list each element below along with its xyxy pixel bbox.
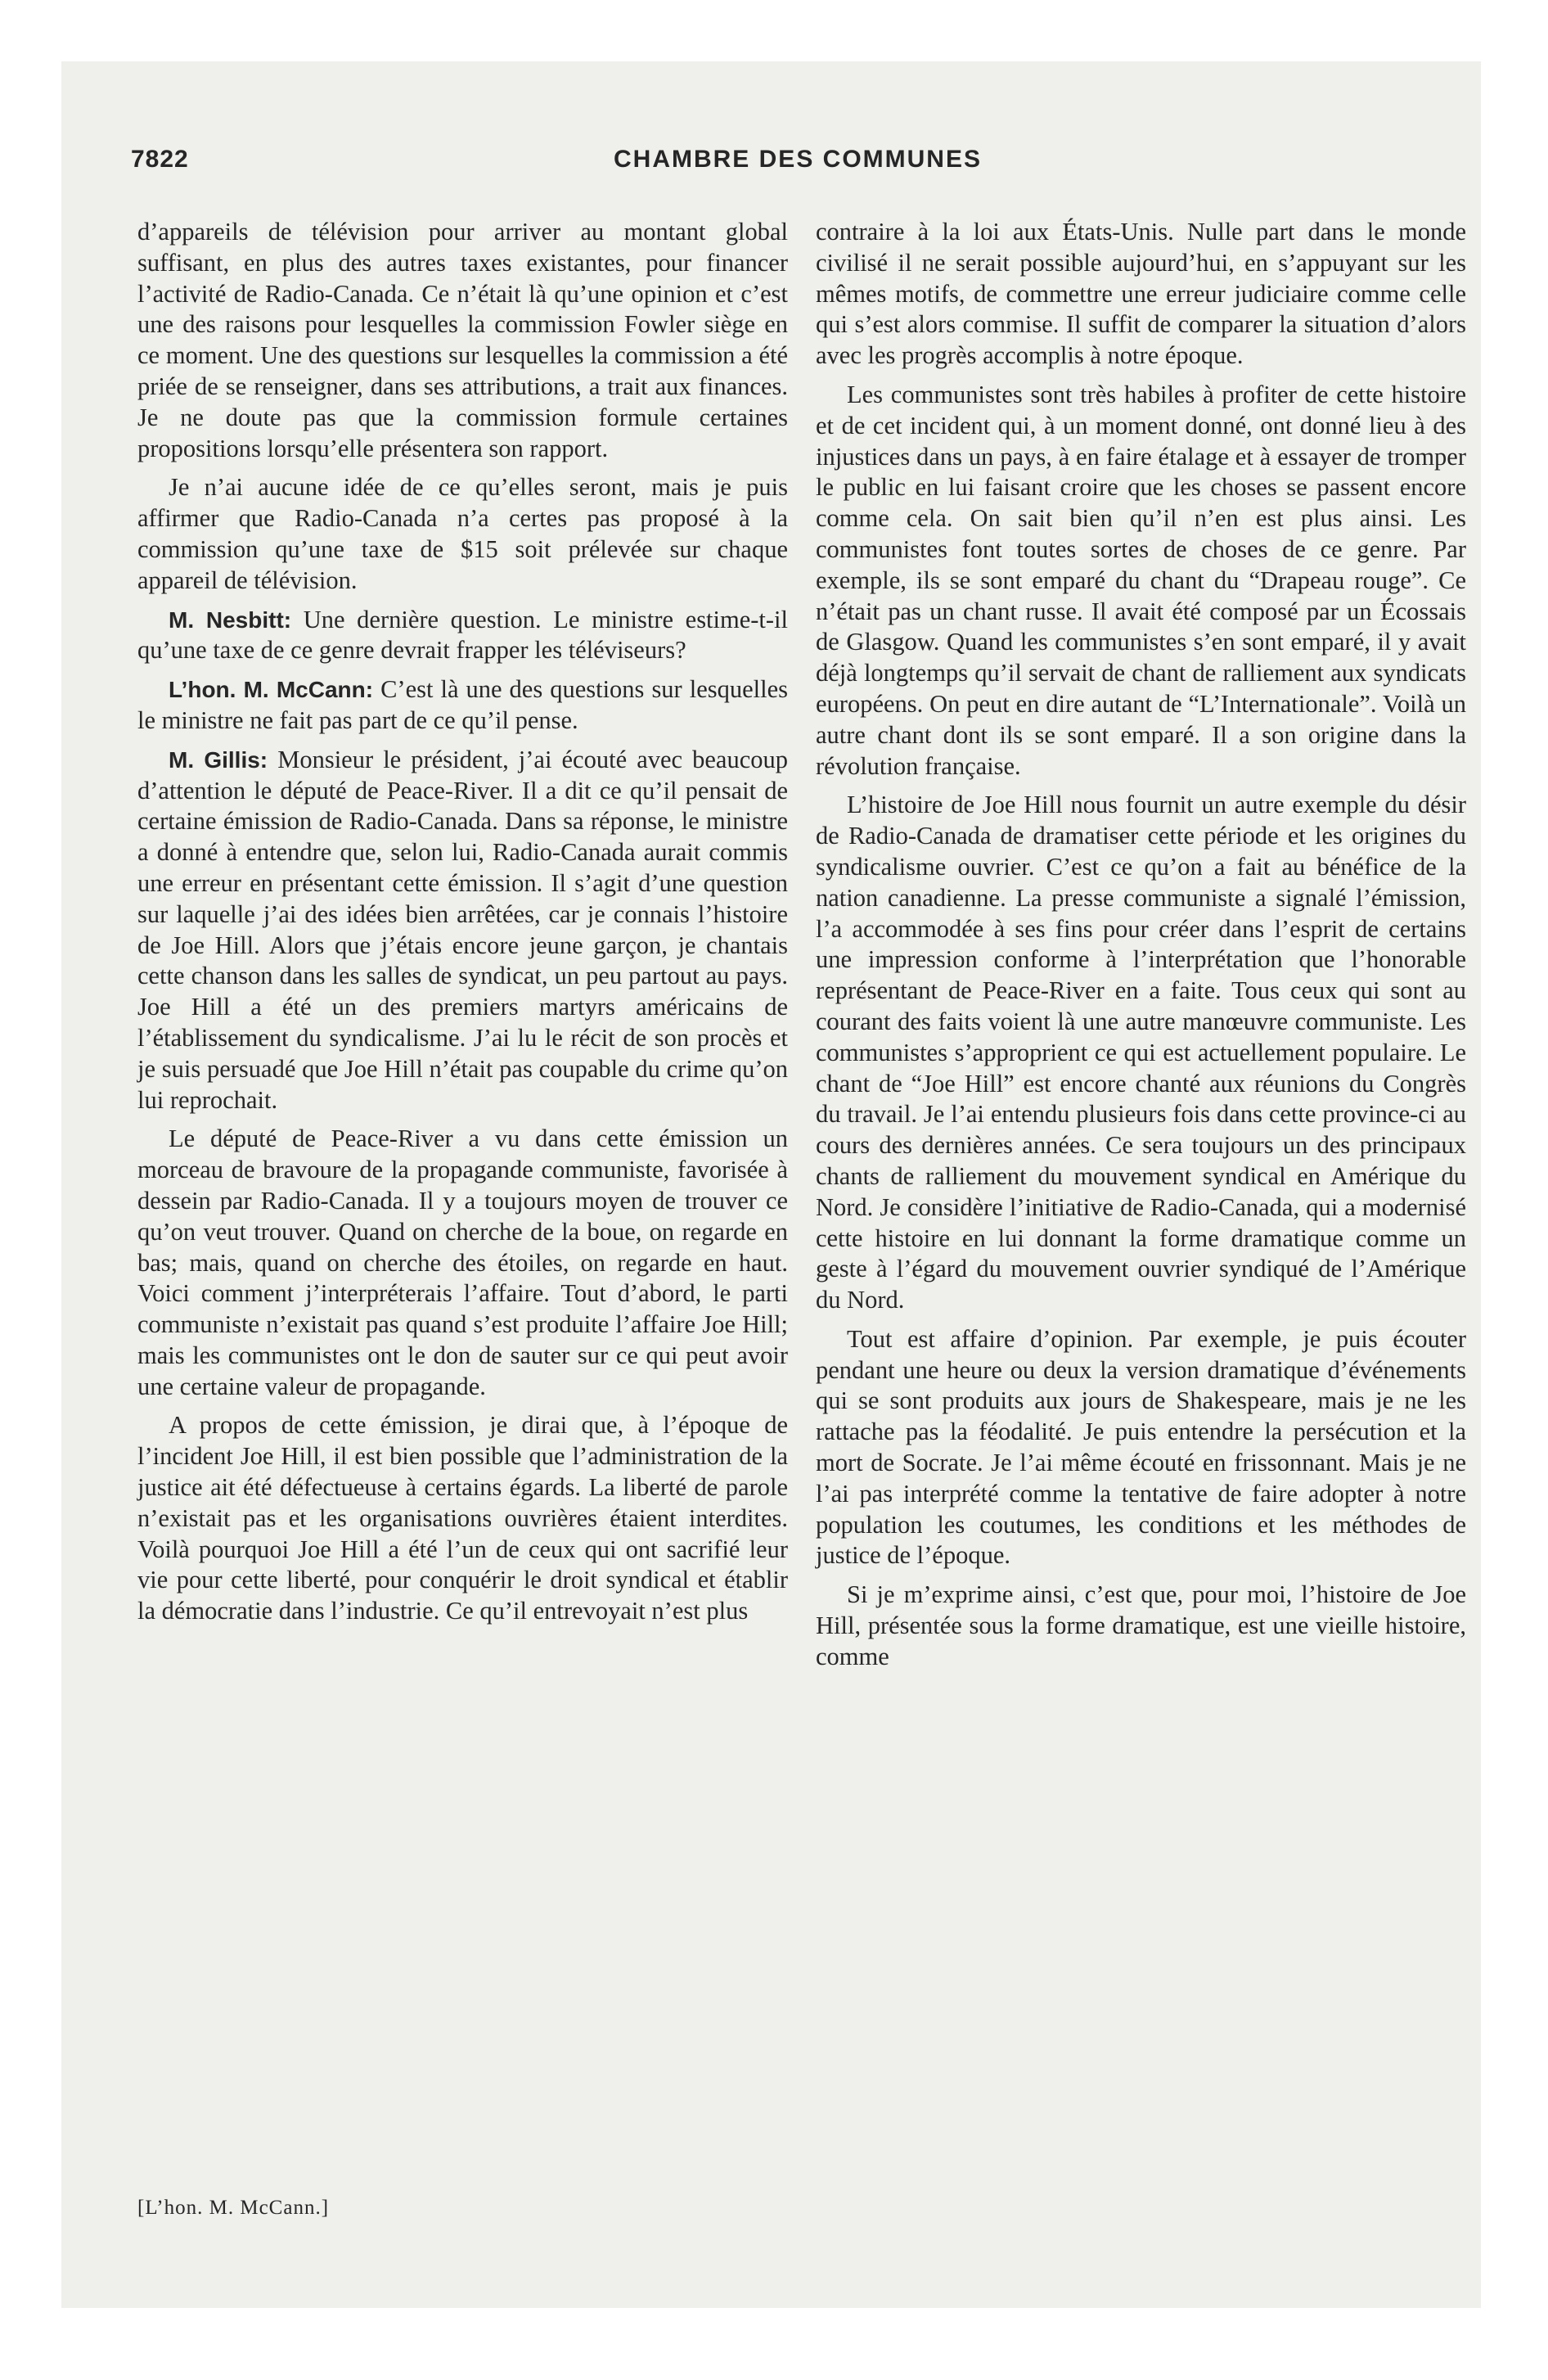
speech-paragraph — [137, 745, 788, 1116]
paragraph: contraire à la loi aux États-Unis. Nulle part dans le monde civilisé il ne serait possible aujourd’hui, en s’appuyant sur les mêmes motifs, de commettre une erreur judiciaire comme celle qui s’est alors commise. Il suffit de comparer la situation d’alors avec les progrès accomplis à notre époque. — [816, 218, 1466, 370]
paragraph: Le député de Peace-River a vu dans cette émission un morceau de bravoure de la propagande communiste, favorisée à dessein par Radio-Canada. Il y a toujours moyen de trouver ce qu’on veut trouver. Quand on cherche de la boue, on regarde en bas; mais, quand on cherche des étoiles, on regarde en haut. Voici comment j’interpréterais l’affaire. Tout d’abord, le parti communiste n’existait pas quand s’est produite l’affaire Joe Hill; mais les communistes ont le don de sauter sur ce qui peut avoir une certaine valeur de propagande. — [137, 1125, 788, 1400]
page-header — [131, 146, 1432, 187]
speaker-name: M. Nesbitt: — [169, 606, 292, 633]
speaker-footnote: [L’hon. M. McCann.] — [137, 2197, 330, 2219]
paragraph: L’histoire de Joe Hill nous fournit un autre exemple du désir de Radio-Canada de dramatiser cette période et les origines du syndicalisme ouvrier. C’est ce qu’on a fait au bénéfice de la nation canadienne. La presse communiste a signalé l’émission, l’a accommodée à ses fins pour créer dans l’esprit de certains une impression conforme à l’interprétation que l’honorable représentant de Peace-River en a faite. Tous ceux qui sont au courant des faits voient là une autre manœuvre communiste. Les communistes s’approprient ce qui est actuellement populaire. Le chant de “Joe Hill” est encore chanté aux réunions du Congrès du travail. Je l’ai entendu plusieurs fois dans cette province-ci au cours des dernières années. Ce sera toujours un des principaux chants de ralliement du mouvement syndical en Amérique du Nord. Je considère l’initiative de Radio-Canada, qui a modernisé cette histoire en lui donnant la forme dramatique comme un geste à l’égard du mouvement ouvrier syndiqué de l’Amérique du Nord. — [816, 791, 1466, 1314]
left-column — [137, 217, 788, 1635]
paragraph: Je n’ai aucune idée de ce qu’elles seront, mais je puis affirmer que Radio-Canada n’a certes pas proposé à la commission qu’une taxe de $15 soit prélevée sur chaque appareil de télévision. — [137, 473, 788, 594]
running-head: CHAMBRE DES COMMUNES — [613, 146, 982, 173]
paragraph: d’appareils de télévision pour arriver au montant global suffisant, en plus des autres taxes existantes, pour financer l’activité de Radio-Canada. Ce n’était là qu’une opinion et c’est une des raisons pour lesquelles la commission Fowler siège en ce moment. Une des questions sur lesquelles la commission a été priée de se renseigner, dans ses attributions, a trait aux finances. Je ne doute pas que la commission formule certaines propositions lorsqu’elle présentera son rapport. — [137, 218, 788, 462]
paragraph: Tout est affaire d’opinion. Par exemple, je puis écouter pendant une heure ou deux la version dramatique d’événements qui se sont produits aux jours de Shakespeare, mais je ne les rattache pas la féodalité. Je puis entendre la persécution et la mort de Socrate. Je l’ai même écouté en frissonnant. Mais je ne l’ai pas interprété comme la tentative de faire adopter à notre population les coutumes, les conditions et les méthodes de justice de l’époque. — [816, 1324, 1466, 1570]
paragraph: Si je m’exprime ainsi, c’est que, pour moi, l’histoire de Joe Hill, présentée sous la forme dramatique, est une vieille histoire, comme — [816, 1580, 1466, 1670]
speaker-name: L’hon. M. McCann: — [169, 677, 374, 703]
page-number: 7822 — [131, 146, 189, 173]
speech-text: Monsieur le président, j’ai écouté avec beaucoup d’attention le député de Peace-River. Il a dit ce qu’il pensait de certaine émission de Radio-Canada. Dans sa réponse, le ministre a donné à entendre que, selon lui, Radio-Canada aurait commis une erreur en présentant cette émission. Il s’agit d’une question sur laquelle j’ai des idées bien arrêtées, car je connais l’histoire de Joe Hill. Alors que j’étais encore jeune garçon, je chantais cette chanson dans les salles de syndicat, un peu partout au pays. Joe Hill a été un des premiers martyrs américains de l’établissement du syndicalisme. J’ai lu le récit de son procès et je suis persuadé que Joe Hill n’était pas coupable du crime qu’on lui reprochait. — [137, 745, 788, 1114]
speech-text: C’est là une des questions sur lesquelles le ministre ne fait pas part de ce qu’il pense. — [137, 675, 788, 734]
paragraph: A propos de cette émission, je dirai que, à l’époque de l’incident Joe Hill, il est bien possible que l’administration de la justice ait été défectueuse à certains égards. La liberté de parole n’existait pas et les organisations ouvrières étaient interdites. Voilà pourquoi Joe Hill a été l’un de ceux qui ont sacrifié leur vie pour cette liberté, pour conquérir le droit syndical et établir la démocratie dans l’industrie. Ce qu’il entrevoyait n’est plus — [137, 1411, 788, 1625]
speech-text: Une dernière question. Le ministre estime-t-il qu’une taxe de ce genre devrait frapper les téléviseurs? — [137, 605, 789, 665]
speech-paragraph — [137, 605, 788, 667]
speaker-name: M. Gillis: — [169, 746, 268, 773]
speech-paragraph — [137, 674, 788, 737]
paragraph: Les communistes sont très habiles à profiter de cette histoire et de cet incident qui, à un moment donné, ont donné lieu à des injustices dans un pays, à en faire étalage et à essayer de tromper le public en lui faisant croire que les choses se passent encore comme cela. On sait bien qu’il n’en est plus ainsi. Les communistes font toutes sortes de choses de ce genre. Par exemple, ils se sont emparé du chant du “Drapeau rouge”. Ce n’était pas un chant russe. Il avait été composé par un Écossais de Glasgow. Quand les communistes s’en sont emparé, il y avait déjà longtemps qu’il servait de chant de ralliement aux syndicats européens. On peut en dire autant de “L’Internationale”. Voilà un autre chant dont ils se sont emparé. Il a son origine dans la révolution française. — [816, 380, 1466, 780]
right-column — [816, 217, 1466, 1681]
